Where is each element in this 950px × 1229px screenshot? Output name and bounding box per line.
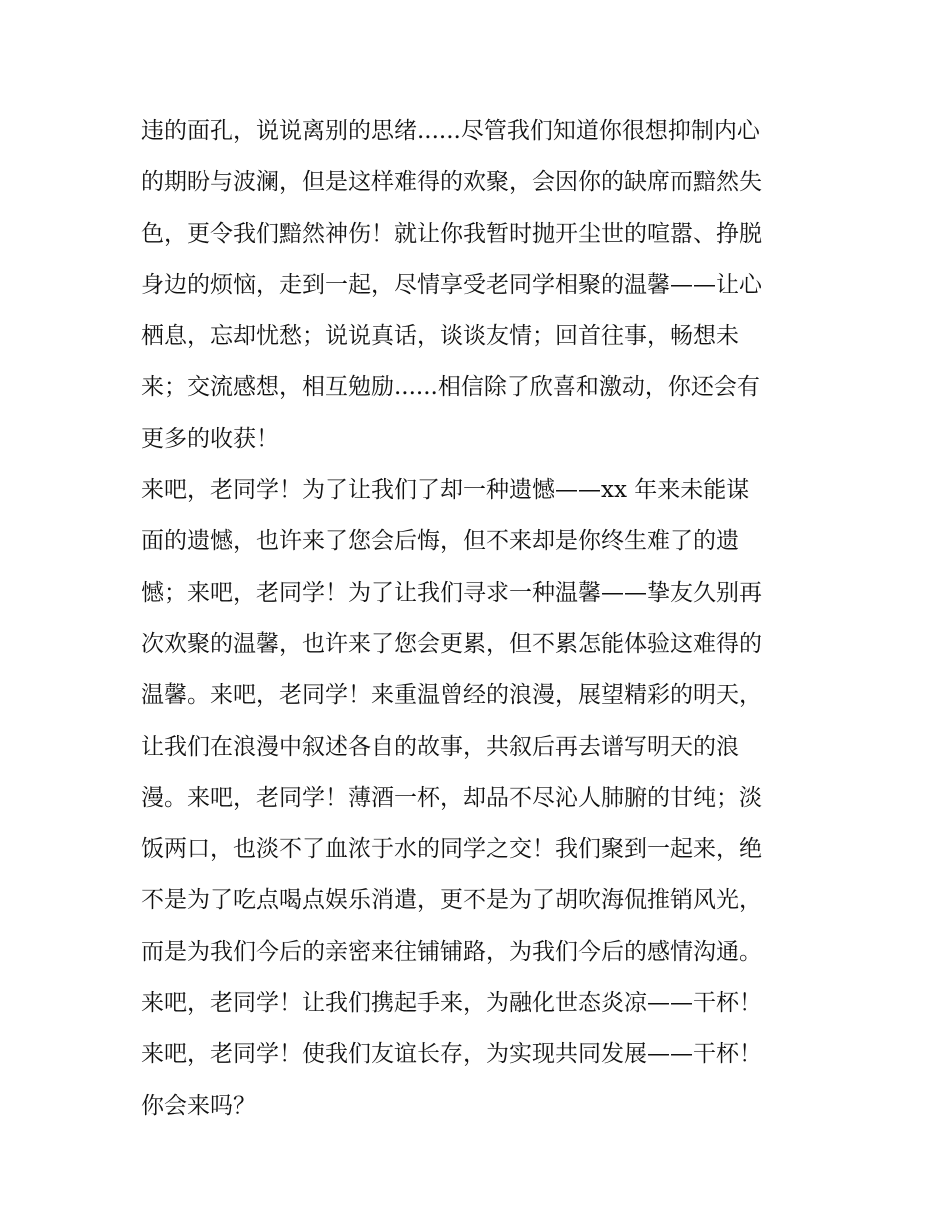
text-line: 不是为了吃点喝点娱乐消遣，更不是为了胡吹海侃推销风光，: [141, 887, 762, 914]
text-line: 的期盼与波澜，但是这样难得的欢聚，会因你的缺席而黯然失: [141, 169, 762, 196]
text-line: 来吧，老同学！使我们友谊长存，为实现共同发展——干杯！: [141, 1041, 762, 1068]
text-line: 饭两口，也淡不了血浓于水的同学之交！我们聚到一起来，绝: [141, 836, 762, 863]
text-line: 次欢聚的温馨，也许来了您会更累，但不累怎能体验这难得的: [141, 630, 762, 657]
text-line: 让我们在浪漫中叙述各自的故事，共叙后再去谱写明天的浪: [141, 733, 739, 760]
text-line: 而是为我们今后的亲密来往铺铺路，为我们今后的感情沟通。: [141, 938, 762, 965]
text-line: 来；交流感想，相互勉励......相信除了欣喜和激动，你还会有: [141, 374, 760, 401]
text-line: 面的遗憾，也许来了您会后悔，但不来却是你终生难了的遗: [141, 528, 739, 555]
text-line: 憾；来吧，老同学！为了让我们寻求一种温馨——挚友久别再: [141, 579, 762, 606]
text-line: 温馨。来吧，老同学！来重温曾经的浪漫，展望精彩的明天，: [141, 682, 762, 709]
text-line: 更多的收获！: [141, 425, 279, 452]
text-line: 来吧，老同学！让我们携起手来，为融化世态炎凉——干杯！: [141, 990, 762, 1017]
text-line: 漫。来吧，老同学！薄酒一杯，却品不尽沁人肺腑的甘纯；淡: [141, 784, 762, 811]
text-line: 色，更令我们黯然神伤！就让你我暂时抛开尘世的喧嚣、挣脱: [141, 220, 762, 247]
body-text: [141, 106, 831, 1132]
text-line: 身边的烦恼，走到一起，尽情享受老同学相聚的温馨——让心: [141, 271, 762, 298]
text-line: 来吧，老同学！为了让我们了却一种遗憾——xx 年来未能谋: [141, 477, 750, 504]
text-line: 你会来吗？: [141, 1092, 256, 1119]
text-line: 违的面孔，说说离别的思绪......尽管我们知道你很想抑制内心: [141, 118, 760, 144]
text-line: 栖息，忘却忧愁；说说真话，谈谈友情；回首往事，畅想未: [141, 323, 739, 350]
